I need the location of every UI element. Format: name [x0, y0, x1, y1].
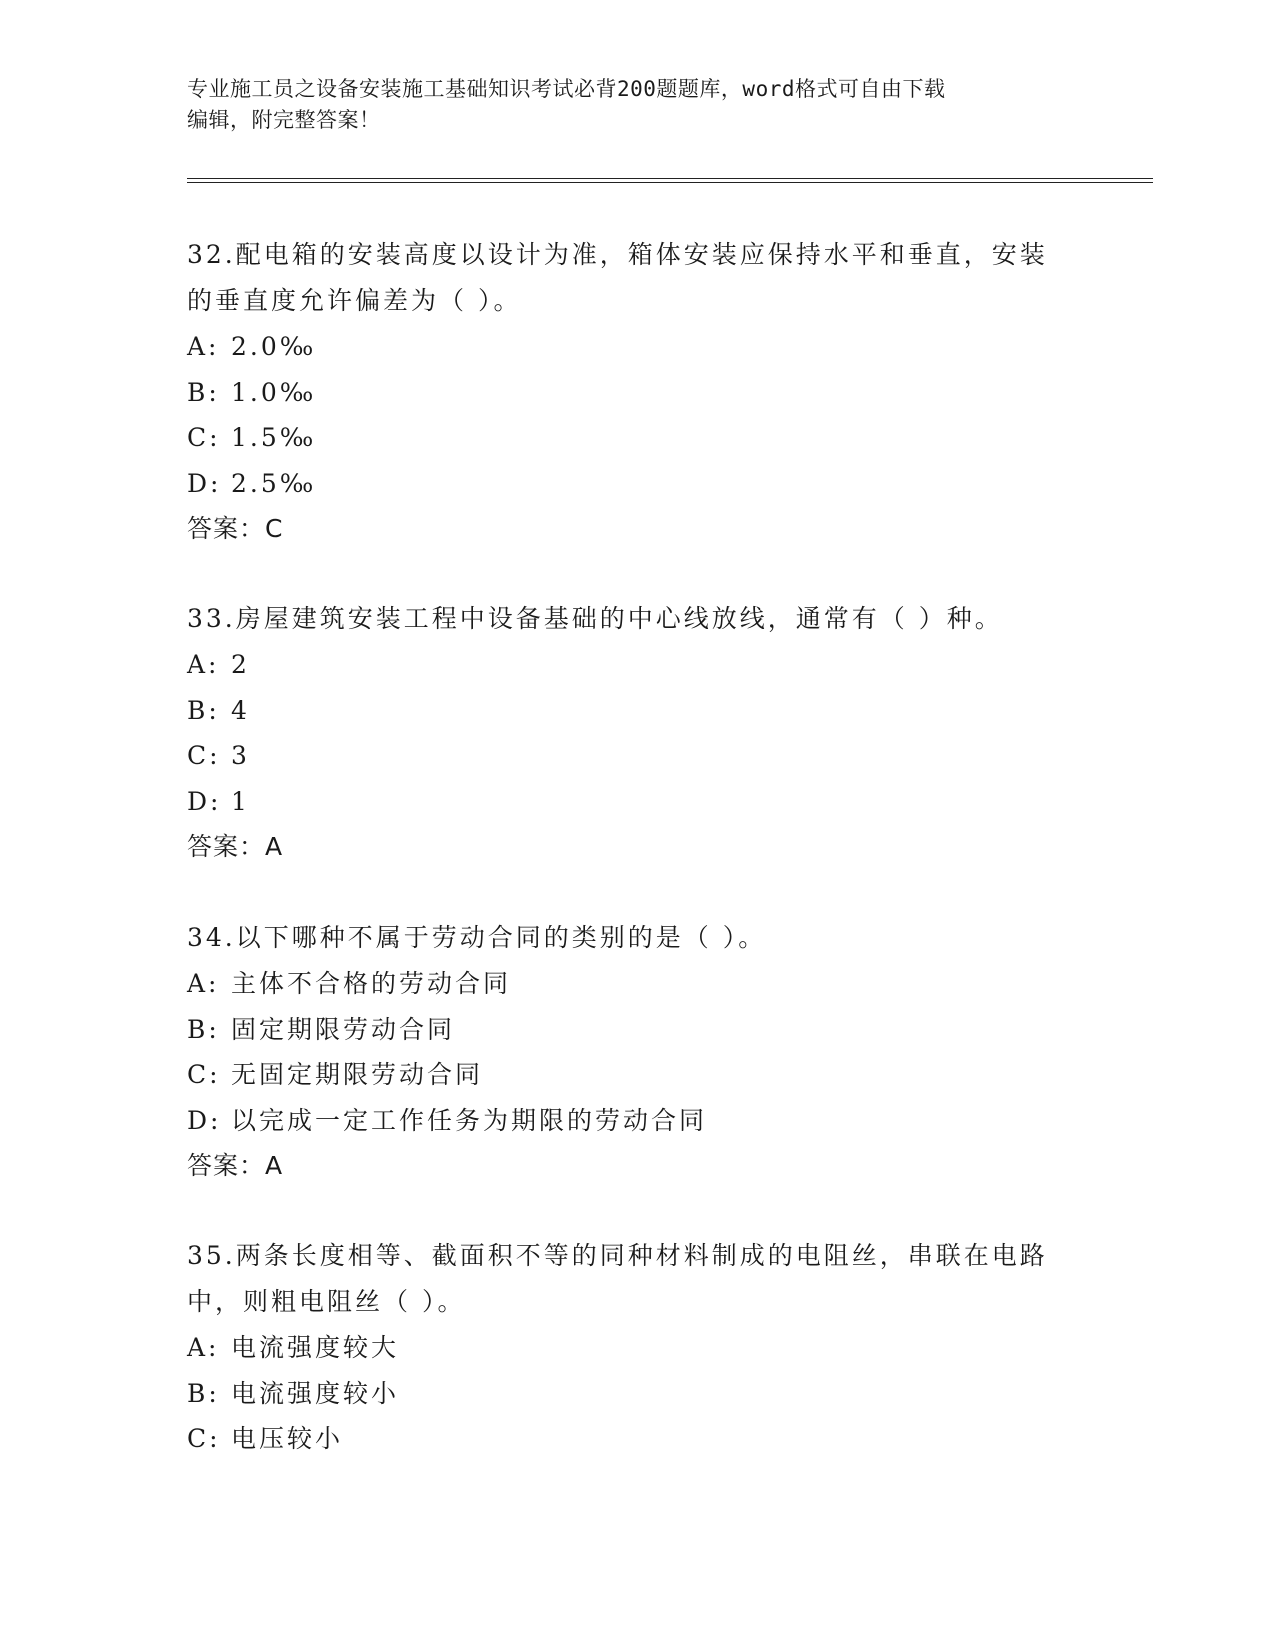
- option-key: A:: [187, 332, 220, 361]
- option-text: 固定期限劳动合同: [231, 1014, 456, 1044]
- question-stem-line: 32.配电箱的安装高度以设计为准，箱体安装应保持水平和垂直，安装: [187, 240, 1048, 269]
- option-key: A:: [187, 1333, 220, 1362]
- option-text: 以完成一定工作任务为期限的劳动合同: [231, 1105, 708, 1135]
- option-text: 4: [231, 695, 250, 725]
- option-d: [187, 779, 1087, 825]
- option-key: B:: [187, 1378, 220, 1408]
- option-text: 电流强度较小: [231, 1378, 400, 1408]
- option-key: C:: [187, 741, 221, 770]
- option-key: D:: [187, 1105, 222, 1135]
- question-34: [187, 915, 1087, 1189]
- option-key: B:: [187, 695, 220, 725]
- option-text: 主体不合格的劳动合同: [231, 969, 512, 998]
- option-text: 3: [231, 741, 250, 770]
- option-key: D:: [187, 468, 222, 498]
- option-key: A:: [187, 969, 220, 998]
- option-key: D:: [187, 786, 222, 816]
- option-text: 2.5‰: [231, 468, 317, 498]
- header-divider-top: [187, 178, 1153, 179]
- answer-line: 答案：C: [187, 514, 284, 543]
- question-33: [187, 596, 1087, 870]
- option-c: [187, 1052, 1087, 1098]
- question-stem-line: 的垂直度允许偏差为（ ）。: [187, 286, 522, 315]
- option-text: 1.5‰: [231, 423, 317, 452]
- option-text: 电流强度较大: [231, 1333, 400, 1362]
- option-b: [187, 1371, 1087, 1417]
- option-text: 2.0‰: [231, 332, 317, 361]
- option-c: [187, 733, 1087, 779]
- question-35: [187, 1233, 1087, 1462]
- header-divider-bottom: [187, 182, 1153, 183]
- option-text: 电压较小: [231, 1424, 344, 1453]
- option-text: 无固定期限劳动合同: [231, 1060, 484, 1089]
- option-text: 1.0‰: [231, 377, 317, 407]
- document-header: [187, 74, 1067, 136]
- option-b: [187, 370, 1087, 416]
- option-b: [187, 1007, 1087, 1053]
- option-a: [187, 324, 1087, 370]
- option-text: 1: [231, 786, 250, 816]
- option-c: [187, 415, 1087, 461]
- option-key: A:: [187, 650, 220, 679]
- option-key: B:: [187, 377, 220, 407]
- option-b: [187, 688, 1087, 734]
- option-d: [187, 461, 1087, 507]
- option-key: C:: [187, 423, 221, 452]
- option-c: [187, 1416, 1087, 1462]
- option-key: C:: [187, 1424, 221, 1453]
- option-a: [187, 642, 1087, 688]
- option-d: [187, 1098, 1087, 1144]
- answer-line: 答案：A: [187, 1151, 284, 1180]
- option-text: 2: [231, 650, 250, 679]
- question-32: [187, 232, 1087, 552]
- option-key: C:: [187, 1060, 221, 1089]
- header-title-line-1: 专业施工员之设备安装施工基础知识考试必背200题题库，word格式可自由下载: [187, 77, 946, 101]
- question-stem-line: 中，则粗电阻丝（ ）。: [187, 1287, 466, 1316]
- question-stem-line: 33.房屋建筑安装工程中设备基础的中心线放线，通常有（ ）种。: [187, 604, 1003, 633]
- question-stem-line: 34.以下哪种不属于劳动合同的类别的是（ ）。: [187, 923, 767, 952]
- question-stem-line: 35.两条长度相等、截面积不等的同种材料制成的电阻丝，串联在电路: [187, 1241, 1048, 1270]
- option-key: B:: [187, 1014, 220, 1044]
- header-title-line-2: 编辑，附完整答案！: [187, 108, 381, 132]
- option-a: [187, 1325, 1087, 1371]
- option-a: [187, 961, 1087, 1007]
- answer-line: 答案：A: [187, 832, 284, 861]
